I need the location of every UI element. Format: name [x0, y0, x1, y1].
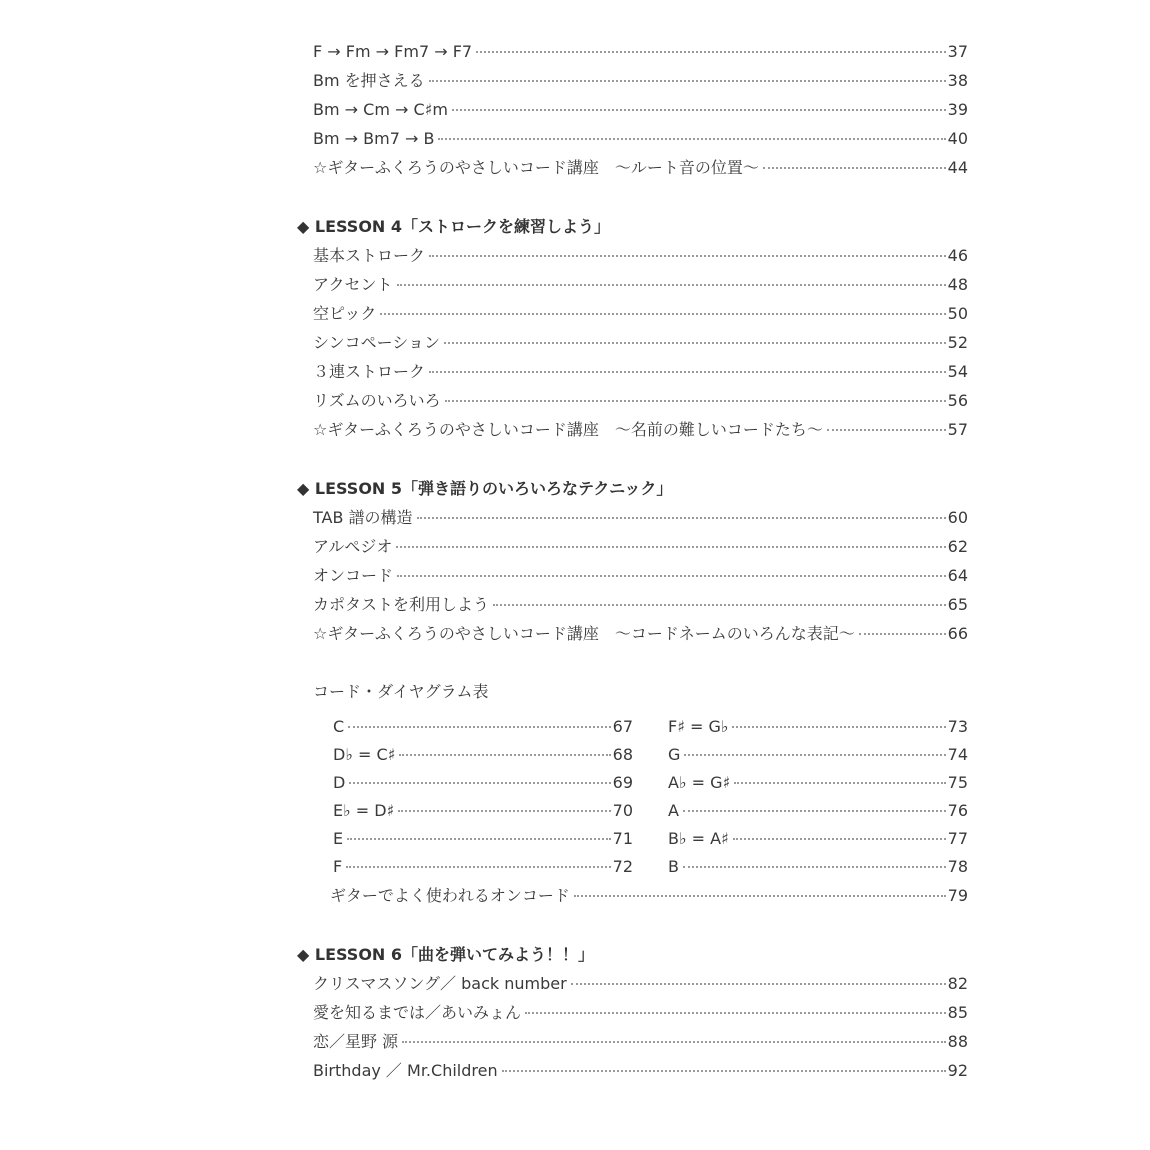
chord-name: B♭ = A♯: [668, 829, 729, 848]
toc-entry-page: 48: [947, 275, 968, 294]
dot-leader: [348, 726, 610, 728]
toc-entry-title: ３連ストローク: [313, 362, 426, 381]
chord-entry[interactable]: [333, 856, 633, 878]
toc-entry[interactable]: [313, 1002, 968, 1024]
dot-leader: [574, 895, 946, 897]
dot-leader: [349, 782, 610, 784]
dot-leader: [734, 782, 945, 784]
chord-entry[interactable]: [333, 744, 633, 766]
chord-name: E: [333, 829, 344, 848]
chord-name: E♭ = D♯: [333, 801, 395, 820]
toc-entry-title: ☆ギターふくろうのやさしいコード講座 ～ルート音の位置～: [313, 158, 759, 177]
dot-leader: [347, 838, 611, 840]
toc-entry-title: Bm → Bm7 → B: [313, 129, 435, 148]
toc-entry-title: 恋／星野 源: [313, 1032, 399, 1051]
chord-page: 73: [947, 717, 968, 736]
toc-entry[interactable]: [313, 507, 968, 529]
toc-entry-page: 79: [947, 886, 968, 905]
chord-name: B: [668, 857, 679, 876]
toc-entry-title: ☆ギターふくろうのやさしいコード講座 ～名前の難しいコードたち～: [313, 420, 823, 439]
chord-name: F♯ = G♭: [668, 717, 729, 736]
toc-entry[interactable]: [330, 885, 968, 907]
chord-entry[interactable]: [668, 800, 968, 822]
toc-entry-title: Bm → Cm → C♯m: [313, 100, 448, 119]
dot-leader: [733, 838, 946, 840]
toc-entry[interactable]: [313, 99, 968, 121]
dot-leader: [859, 633, 946, 635]
toc-entry[interactable]: [313, 594, 968, 616]
dot-leader: [476, 51, 946, 53]
dot-leader: [397, 575, 946, 577]
lesson-heading: ◆ LESSON 4「ストロークを練習しよう」: [297, 217, 611, 236]
toc-entry-title: アルペジオ: [313, 537, 393, 556]
toc-entry-page: 88: [947, 1032, 968, 1051]
lesson-heading: ◆ LESSON 6「曲を弾いてみよう！！」: [297, 945, 595, 964]
chord-page: 68: [612, 745, 633, 764]
toc-entry-page: 54: [947, 362, 968, 381]
toc-entry[interactable]: [313, 332, 968, 354]
toc-entry-title: ☆ギターふくろうのやさしいコード講座 ～コードネームのいろんな表記～: [313, 624, 855, 643]
dot-leader: [438, 138, 945, 140]
dot-leader: [571, 983, 946, 985]
dot-leader: [525, 1012, 946, 1014]
dot-leader: [429, 255, 946, 257]
toc-entry-title: 基本ストローク: [313, 246, 426, 265]
toc-entry-page: 64: [947, 566, 968, 585]
dot-leader: [683, 810, 946, 812]
chord-page: 76: [947, 801, 968, 820]
toc-entry-page: 82: [947, 974, 968, 993]
toc-entry-page: 40: [947, 129, 968, 148]
toc-entry-page: 44: [947, 158, 968, 177]
chord-entry[interactable]: [668, 828, 968, 850]
toc-entry[interactable]: [313, 361, 968, 383]
dot-leader: [684, 754, 945, 756]
toc-entry[interactable]: [313, 623, 968, 645]
chord-page: 74: [947, 745, 968, 764]
chord-name: F: [333, 857, 343, 876]
chord-name: D♭ = C♯: [333, 745, 396, 764]
toc-entry-page: 60: [947, 508, 968, 527]
dot-leader: [732, 726, 945, 728]
toc-entry-title: ギターでよく使われるオンコード: [330, 886, 570, 905]
chord-entry[interactable]: [333, 716, 633, 738]
toc-entry-title: カポタストを利用しよう: [313, 595, 490, 614]
toc-entry[interactable]: [313, 390, 968, 412]
toc-entry-title: アクセント: [313, 275, 393, 294]
chord-page: 69: [612, 773, 633, 792]
dot-leader: [445, 400, 946, 402]
toc-entry[interactable]: [313, 245, 968, 267]
dot-leader: [827, 429, 946, 431]
dot-leader: [346, 866, 610, 868]
chord-page: 78: [947, 857, 968, 876]
dot-leader: [417, 517, 946, 519]
dot-leader: [444, 342, 946, 344]
chord-page: 77: [947, 829, 968, 848]
dot-leader: [402, 1041, 946, 1043]
chord-name: D: [333, 773, 346, 792]
chord-name: A: [668, 801, 679, 820]
chord-page: 71: [612, 829, 633, 848]
toc-entry-page: 92: [947, 1061, 968, 1080]
dot-leader: [397, 284, 946, 286]
dot-leader: [502, 1070, 946, 1072]
dot-leader: [398, 810, 610, 812]
toc-entry[interactable]: [313, 128, 968, 150]
dot-leader: [683, 866, 946, 868]
toc-entry[interactable]: [313, 1060, 968, 1082]
chord-page: 67: [612, 717, 633, 736]
toc-entry[interactable]: [313, 419, 968, 441]
toc-entry-title: オンコード: [313, 566, 394, 585]
toc-entry-title: Birthday ／ Mr.Children: [313, 1061, 498, 1080]
dot-leader: [429, 80, 946, 82]
chord-entry[interactable]: [668, 716, 968, 738]
toc-entry-page: 38: [947, 71, 968, 90]
toc-entry-page: 65: [947, 595, 968, 614]
toc-entry-page: 85: [947, 1003, 968, 1022]
toc-entry[interactable]: [313, 303, 968, 325]
toc-entry-title: F → Fm → Fm7 → F7: [313, 42, 473, 61]
toc-entry-title: Bm を押さえる: [313, 71, 425, 90]
dot-leader: [452, 109, 946, 111]
toc-entry[interactable]: [313, 274, 968, 296]
toc-entry-title: シンコペーション: [313, 333, 440, 352]
chord-table-heading: コード・ダイヤグラム表: [313, 682, 489, 701]
chord-page: 72: [612, 857, 633, 876]
toc-entry[interactable]: [313, 41, 968, 63]
chord-entry[interactable]: [333, 772, 633, 794]
dot-leader: [399, 754, 610, 756]
toc-entry-page: 66: [947, 624, 968, 643]
chord-page: 70: [612, 801, 633, 820]
chord-entry[interactable]: [668, 744, 968, 766]
toc-entry-page: 39: [947, 100, 968, 119]
dot-leader: [429, 371, 946, 373]
chord-entry[interactable]: [333, 828, 633, 850]
toc-entry[interactable]: [313, 70, 968, 92]
dot-leader: [493, 604, 946, 606]
toc-entry-title: TAB 譜の構造: [313, 508, 413, 527]
chord-entry[interactable]: [668, 772, 968, 794]
toc-entry-page: 50: [947, 304, 968, 323]
chord-page: 75: [947, 773, 968, 792]
toc-entry-page: 37: [947, 42, 968, 61]
toc-entry-page: 52: [947, 333, 968, 352]
chord-entry[interactable]: [333, 800, 633, 822]
chord-entry[interactable]: [668, 856, 968, 878]
chord-name: A♭ = G♯: [668, 773, 731, 792]
toc-entry[interactable]: [313, 157, 968, 179]
toc-entry-title: クリスマスソング／ back number: [313, 974, 567, 993]
toc-entry-title: 愛を知るまでは／あいみょん: [313, 1003, 522, 1022]
toc-entry-page: 62: [947, 537, 968, 556]
toc-entry[interactable]: [313, 1031, 968, 1053]
dot-leader: [380, 313, 945, 315]
dot-leader: [396, 546, 945, 548]
toc-entry[interactable]: [313, 973, 968, 995]
chord-name: C: [333, 717, 345, 736]
lesson-heading: ◆ LESSON 5「弾き語りのいろいろなテクニック」: [297, 479, 673, 498]
toc-entry[interactable]: [313, 565, 968, 587]
dot-leader: [763, 167, 946, 169]
toc-entry-page: 56: [947, 391, 968, 410]
toc-entry-title: 空ピック: [313, 304, 377, 323]
toc-entry-title: リズムのいろいろ: [313, 391, 441, 410]
toc-entry-page: 57: [947, 420, 968, 439]
chord-name: G: [668, 745, 681, 764]
toc-entry-page: 46: [947, 246, 968, 265]
toc-entry[interactable]: [313, 536, 968, 558]
